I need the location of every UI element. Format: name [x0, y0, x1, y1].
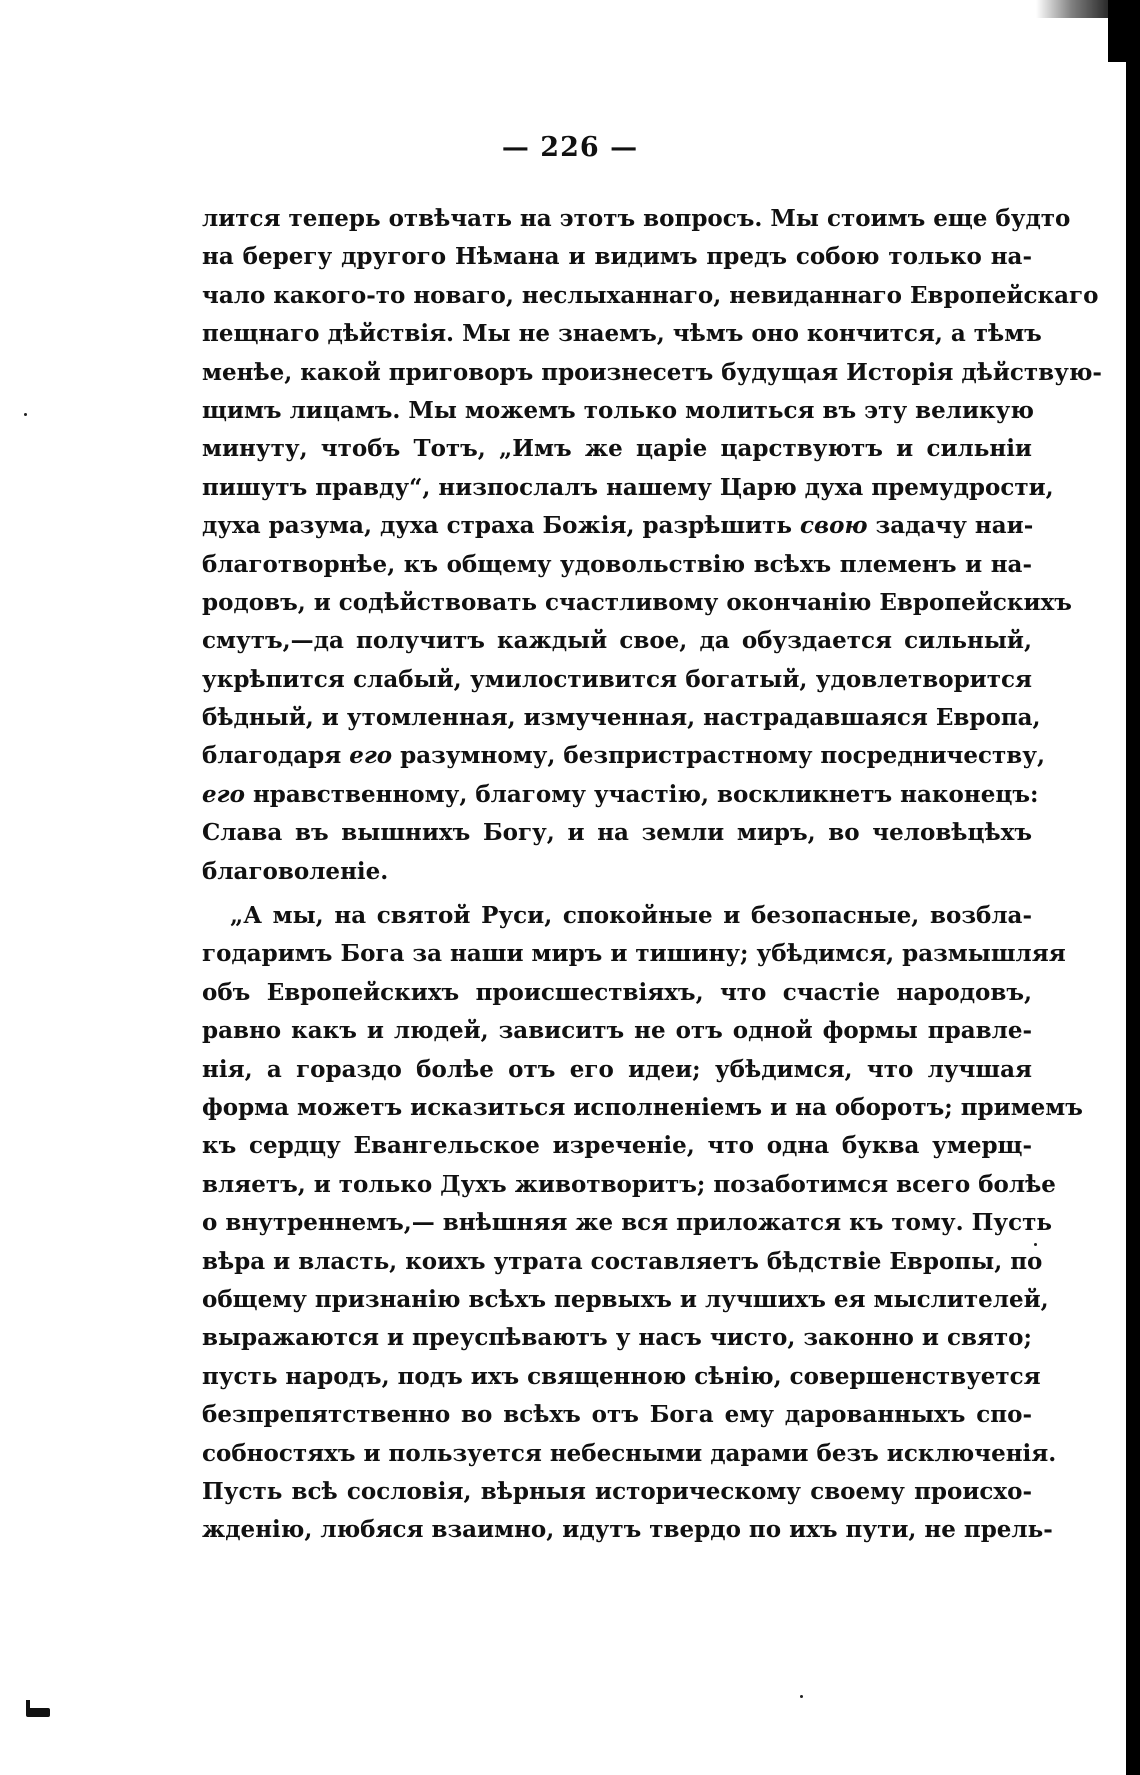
text-line: благотворнѣе, къ общему удовольствію всѣхъ племенъ и на- — [202, 550, 1032, 578]
scripture-quote-line: Слава въ вышнихъ Богу, и на земли миръ, во человѣцѣхъ — [202, 819, 1032, 847]
scan-edge-notch — [1108, 0, 1130, 62]
text-line: минуту, чтобъ Тотъ, „Имъ же царіе царствуютъ и сильніи — [202, 435, 1032, 463]
text-line: чало какого-то новаго, неслыханнаго, невиданнаго Европейскаго — [202, 281, 1099, 309]
text-line: вляетъ, и только Духъ животворитъ; позаботимся всего болѣе — [202, 1170, 1056, 1198]
text-line: родовъ, и содѣйствовать счастливому окончанію Европейскихъ — [202, 588, 1072, 616]
text-line: на берегу другого Нѣмана и видимъ предъ собою только на- — [202, 243, 1032, 271]
italic-emphasis: свою — [800, 512, 868, 540]
text-line: пещнаго дѣйствія. Мы не знаемъ, чѣмъ оно кончится, а тѣмъ — [202, 320, 1042, 348]
text-line: объ Европейскихъ происшествіяхъ, что счастіе народовъ, — [202, 978, 1032, 1006]
text-line: менѣе, какой приговоръ произнесетъ будущая Исторія дѣйствую- — [202, 358, 1102, 386]
text-line: лится теперь отвѣчать на этотъ вопросъ. Мы стоимъ еще будто — [202, 205, 1071, 232]
page-number: — 226 — — [501, 132, 639, 163]
text-line: безпрепятственно во всѣхъ отъ Бога ему дарованныхъ спо- — [202, 1401, 1032, 1429]
text-line: выражаются и преуспѣваютъ у насъ чисто, законно и свято; — [202, 1324, 1033, 1352]
text-line — [202, 507, 1032, 545]
text-line: нія, а гораздо болѣе отъ его идеи; убѣдимся, что лучшая — [202, 1055, 1032, 1083]
text-line: собностяхъ и пользуется небесными дарами безъ исключенія. — [202, 1439, 1057, 1467]
italic-emphasis: его — [202, 780, 245, 808]
body-text — [202, 200, 1102, 1550]
scan-edge-shadow — [1126, 0, 1140, 1775]
margin-speck — [24, 413, 27, 416]
text-line: „А мы, на святой Руси, спокойные и безопасные, возбла- — [230, 902, 1032, 930]
text-line: укрѣпится слабый, умилостивится богатый, удовлетворится — [202, 665, 1032, 693]
margin-speck — [800, 1695, 803, 1698]
text-line: пишутъ правду“, низпослалъ нашему Царю духа премудрости, — [202, 473, 1054, 501]
text-line: Пусть всѣ сословія, вѣрныя историческому своему происхо- — [202, 1477, 1032, 1505]
text-segment: разумному, безпристрастному посредничеству, — [400, 742, 1045, 770]
text-line: къ сердцу Евангельское изреченіе, что одна буква умерщ- — [202, 1132, 1032, 1160]
text-line: пусть народъ, подъ ихъ священною сѣнію, совершенствуется — [202, 1362, 1041, 1390]
text-line: общему признанію всѣхъ первыхъ и лучшихъ ея мыслителей, — [202, 1285, 1049, 1313]
text-line: бѣдный, и утомленная, измученная, настрадавшаяся Европа, — [202, 704, 1041, 732]
text-segment: благодаря — [202, 742, 342, 770]
text-line: жденію, любяся взаимно, идутъ твердо по ихъ пути, не прель- — [202, 1516, 1053, 1544]
text-segment: задачу наи- — [875, 512, 1034, 540]
italic-emphasis: его — [349, 742, 393, 770]
scan-margin-mark — [26, 1708, 50, 1717]
text-segment: нравственному, благому участію, воскликнетъ наконецъ: — [252, 780, 1039, 808]
text-line: годаримъ Бога за наши миръ и тишину; убѣдимся, размышляя — [202, 940, 1066, 968]
text-line — [202, 776, 1039, 814]
text-line — [202, 737, 1045, 775]
text-line: форма можетъ исказиться исполненіемъ и на оборотъ; примемъ — [202, 1093, 1083, 1121]
scripture-quote-line: благоволеніе. — [202, 857, 389, 885]
text-line: равно какъ и людей, зависитъ не отъ одной формы правле- — [202, 1017, 1032, 1045]
text-line: смутъ,—да получитъ каждый свое, да обуздается сильный, — [202, 627, 1032, 655]
text-line: о внутреннемъ,— внѣшняя же вся приложатся къ тому. Пусть — [202, 1209, 1052, 1237]
text-segment: духа разума, духа страха Божія, разрѣшить — [202, 512, 793, 540]
text-line: вѣра и власть, коихъ утрата составляетъ бѣдствіе Европы, по — [202, 1247, 1043, 1275]
margin-speck — [1034, 1243, 1037, 1246]
text-line: щимъ лицамъ. Мы можемъ только молиться въ эту великую — [202, 396, 1034, 424]
